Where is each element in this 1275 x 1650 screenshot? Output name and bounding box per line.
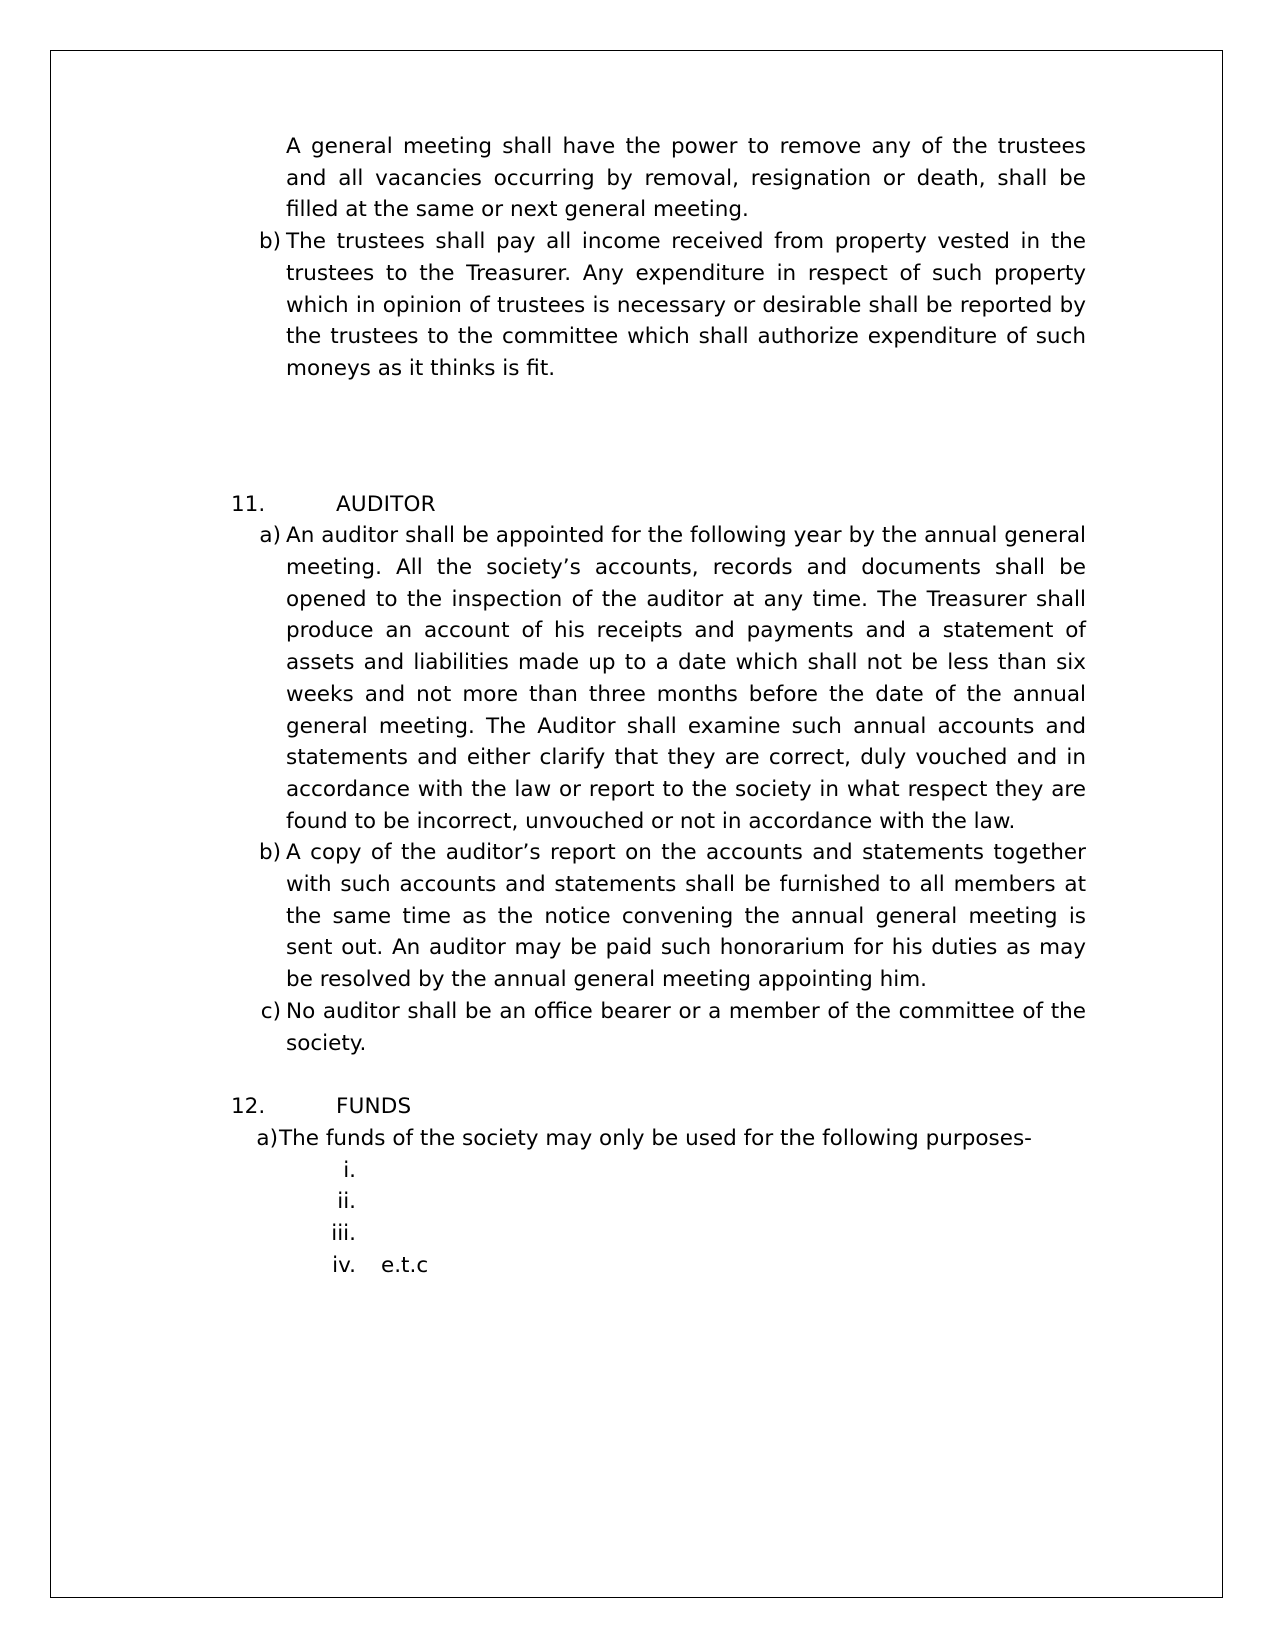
- clause-12-sub-item-iv-text: e.t.c: [381, 1252, 429, 1278]
- clause-10-continuation-paragraph: A general meeting shall have the power to remove any of the trustees and all vacancies occurring by removal, resignation or death, shall be filled at the same or next general meeting.: [286, 134, 1086, 223]
- clause-12-sub-item-iii-marker: iii.: [331, 1221, 356, 1247]
- clause-12-sub-item-ii: [286, 1186, 1086, 1218]
- clause-11-number: 11.: [231, 491, 266, 517]
- clause-12-sub-item-iv-marker: iv.: [332, 1252, 356, 1278]
- clause-12-item-a-marker: a): [256, 1125, 278, 1151]
- clause-12-sub-list: [286, 1155, 1086, 1282]
- clause-12-sub-item-iii: [286, 1218, 1086, 1250]
- clause-12-item-a: [256, 1123, 1086, 1155]
- clause-11-item-c-text: No auditor shall be an office bearer or a member of the committee of the society.: [286, 998, 1086, 1056]
- clause-12-item-a-text: The funds of the society may only be used for the following purposes-: [279, 1125, 1032, 1151]
- clause-10-item-b-text: The trustees shall pay all income received from property vested in the trustees to the Treasurer. Any expenditure in respect of such property which in opinion of trustees is necessary or desirable shall be reported by the trustees to the committee which shall authorize expenditure of such moneys as it thinks is fit.: [286, 229, 1086, 381]
- clause-11-item-c-marker: c): [260, 998, 281, 1024]
- clause-12-heading: [181, 1091, 1141, 1123]
- clause-11-item-a-text: An auditor shall be appointed for the following year by the annual general meeting. All the society’s accounts, records and documents shall be opened to the inspection of the auditor at any time. The Treasurer shall produce an account of his receipts and payments and a statement of assets and liabilities made up to a date which shall not be less than six weeks and not more than three months before the date of the annual general meeting. The Auditor shall examine such annual accounts and statements and either clarify that they are correct, duly vouched and in accordance with the law or report to the society in what respect they are found to be incorrect, unvouched or not in accordance with the law.: [286, 523, 1086, 834]
- section-spacer-1: [181, 385, 1141, 489]
- clause-12-sub-item-i: [286, 1155, 1086, 1187]
- clause-11-item-b-marker: b): [258, 840, 281, 866]
- clause-12-number: 12.: [231, 1094, 266, 1120]
- clause-11-item-b-text: A copy of the auditor’s report on the accounts and statements together with such accounts and statements shall be furnished to all members at the same time as the notice convening the annual general meeting is sent out. An auditor may be paid such honorarium for his duties as may be resolved by the annual general meeting appointing him.: [286, 840, 1086, 993]
- clause-11-title: AUDITOR: [336, 491, 436, 517]
- clause-11-item-a: [259, 520, 1086, 837]
- page-frame: [50, 50, 1223, 1598]
- section-spacer-2: [181, 1059, 1141, 1091]
- clause-12-title: FUNDS: [336, 1094, 412, 1120]
- clause-11-item-a-marker: a): [259, 523, 281, 549]
- clause-12-sub-item-i-marker: i.: [343, 1157, 356, 1183]
- clause-11-item-c: [260, 996, 1086, 1059]
- clause-11-heading: [181, 489, 1141, 521]
- clause-12-sub-item-ii-marker: ii.: [337, 1189, 356, 1215]
- clause-10-item-b: [258, 226, 1086, 385]
- clause-10-item-b-marker: b): [258, 229, 281, 255]
- clause-12-sub-item-iv: [286, 1250, 1086, 1282]
- clause-11-item-b: [258, 837, 1086, 996]
- document-content: [181, 131, 1141, 1281]
